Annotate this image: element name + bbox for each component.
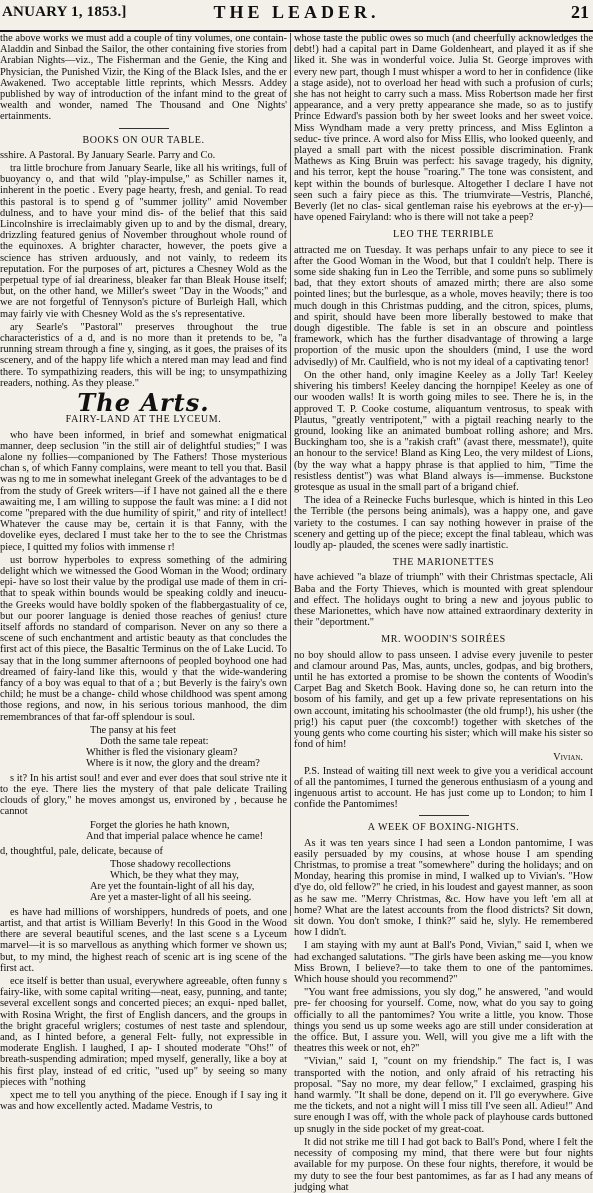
paragraph: "You want free admissions, you sly dog," he answered, "and would pre- fer choosing for yourself. Come, now, what do you say to going officially to all the pantomimes? You write a little, you know. Those things you send us up some weeks ago are still under consideration at the office. But, I assure you. Well, will you give me a lift with the theatres this week or not, eh?" <box>294 987 593 1055</box>
verse-line: The pansy at his feet <box>90 724 176 736</box>
verse-quote <box>0 820 287 842</box>
verse-quote <box>0 725 287 769</box>
verse-quote <box>0 859 287 903</box>
divider <box>119 128 169 129</box>
page-number: 21 <box>571 2 589 22</box>
paragraph: who have been informed, in brief and somewhat enigmatical manner, deep seclusion "in the still air of delightful studies;" I was alone ny follies—companioned by The Fathers! Those mysterious chan s, of which Fanny complains, were meant to tell you that. Basil was ng to me in somewhat inelegant Greek of the advantages to be d from the study of Greek writers—if I have not gained all the e there awaiting me, I am willing to suppose the fault was mine: a I did not come "prepared with the due humility of spirit," and rity of intellect! Whatever the cause may be, certain it is that Fanny, with the dovelike eyes, declared I must take her to the to see the Christmas piece, I quitted my folios with immense r! <box>0 429 287 553</box>
paragraph: d, thoughtful, pale, delicate, because of <box>0 845 164 857</box>
article-heading-leo: LEO THE TERRIBLE <box>393 229 494 241</box>
paragraph: attracted me on Tuesday. It was perhaps unfair to any piece to see it after the Good Woman in the Wood, but that I couldn't help. There is some side shaking fun in Leo the Terrible, and some puns so sublimely bad, that they extort shouts of amazed mirth; there are also some pointed lines; but the burlesque, as a whole, moves heavily; there is too much dough in this Christmas pudding, and the citron, spices, plums, and spirit, should have been more liberally bestowed to make that dough digestible. The fable is set in an obscure and pointless framework, which has the further disadvantage of throwing a large proportion of the music upon the shoulders (mind, I use the word advisedly) of Mr. Caulfield, who is not my ideal of a captivating tenor! <box>294 244 593 368</box>
verse-line: Whither is fled the visionary gleam? <box>86 746 238 758</box>
paragraph: es have had millions of worshippers, hundreds of poets, and one artist, and that artist is William Beverly! In this Good in the Wood there are several beautiful scenes, and the last scene s a Lyceum marvel—it is so marvellous as anything which former ve shown us; but, to my mind, the highest reach of scenic art is ing scene of the first act. <box>0 906 287 974</box>
verse-line: Which, be they what they may, <box>110 869 239 881</box>
paragraph: On the other hand, only imagine Keeley as a Jolly Tar! Keeley shivering his timbers! Keeley dancing the hornpipe! Keeley as one of our wooden walls! It is worth going miles to see. There he is, in the approved T. P. Cooke costume, aliquantum ventrosus, to speak with Plautus, "greatly ventripotent," with a pigtail reaching nearly to the ground, looking like an animated bumboat rolling ashore; and Mrs. Buckingham too, she is a "rakish craft" (avast there, messmate!), quite an honour to the service! Bland as King Leo, the very mildest of Lions, (by the way what a happy phrase is that applied to him, "Time the resistless dentist") was what Bland always is—immense. Buckstone grotesque as usual in the small part of a brigand chief. <box>294 369 593 493</box>
divider <box>419 815 469 816</box>
paragraph: I am staying with my aunt at Ball's Pond, Vivian," said I, when we had exchanged salutations. "The girls have been asking me—you know Miss Brown, I believe?—to take them to one of the pantomimes. Which house should you recommend?" <box>294 940 593 986</box>
masthead-title: THE LEADER. <box>213 2 380 22</box>
verse-line: Those shadowy recollections <box>110 858 231 870</box>
verse-line: Forget the glories he hath known, <box>90 819 230 831</box>
paragraph: no boy should allow to pass unseen. I advise every juvenile to pester and clamour around Pas, Mas, aunts, uncles, godpas, and big brothers, until he has extorted a promise to be shown the contents of Woodin's Carpet Bag and Sketch Book. Having done so, he can return into the bosom of his family, and get up a few private representations on his own account, imitating his schoolmaster (the old frump!), his usher (the prig!) his caput puer (the coxcomb!) together with sketches of the young gents who come courting his sister; which will make his sister so fond of him! <box>294 649 593 751</box>
paragraph: the above works we must add a couple of tiny volumes, one contain- Aladdin and Sinbad the Sailor, the other containing five stories from Arabian Nights—viz., The Fisherman and the Genie, the King and Physician, the Punished Vizir, the King of the Black Isles, and the er Awakened. Two acceptable little reprints, which Messrs. Addey published by way of introduction of the infant mind to the great of wealth and wonder, named The Thousand and One Nights' ertainments. <box>0 33 287 123</box>
verse-line: Doth the same tale repeat: <box>100 735 209 747</box>
verse-line: Are yet the fountain-light of all his day, <box>90 880 255 892</box>
author-signature: Vivian. <box>553 752 583 764</box>
right-column <box>294 33 593 1193</box>
issue-date: ANUARY 1, 1853.] <box>2 4 127 20</box>
verse-line: And that imperial palace whence he came! <box>86 830 264 842</box>
left-column <box>0 33 287 1113</box>
paragraph: As it was ten years since I had seen a London pantomime, I was easily persuaded by my cousins, at whose house I am spending Christmas, to promise a treat "somewhere" during the holidays; and on Monday, hearing this promise in mind, I walked up to Vivian's. "How d'ye do, old fellow?" he cried, in his loudest and gayest manner, as soon as he saw me. "Merry Christmas, &c. How have you left 'em all at home? What are the latest accounts from the flood districts? Sit down, sit down. You don't smoke, I think?" said he, slyly. He remembered how I didn't. <box>294 837 593 939</box>
paragraph: whose taste the public owes so much (and cheerfully acknowledges the debt!) had a capital part in Dame Goldenheart, and played it as if she liked it. She was in wonderful voice. Julia St. George improves with every new part, though I must whisper a word to her in confidence (like a stage aside), not to overload her head with such a profusion of curls; she has not height to carry such a mass. Miss Robertson made her first appearance, and a very pretty appearance she made, so as to justify Prince Edward's passion both by her sweet looks and her sweet voice. Miss Wyndham made a very pretty princess, and Miss Eglinton a seduc- tive prince. A word also for Miss Ellis, who looked queenly, and played a small part with the nicest possible discrimination. Frank Mathews as King Bruin was perfect: his savage tragedy, his dignity, and his terror, kept the house "roaring." The tone was consistent, and kept within the bounds of burlesque. Altogether I declare I have not seen such a fairy piece as this. The triumvirate—Vestris, Planché, Beverly (let no clas- sical gentleman raise his eyebrows at the er-y)—have opened Fairyland: who is there will not take a peep? <box>294 33 593 224</box>
columns <box>0 33 593 1193</box>
paragraph: have achieved "a blaze of triumph" with their Christmas spectacle, Ali Baba and the Forty Thieves, which is mounted with great splendour and effect. The holidays ought to bring a new and joyous public to these Marionettes, which have now attained extraordinary dexterity in their "deportment." <box>294 572 593 629</box>
page-header <box>0 0 593 32</box>
paragraph: s it? In his artist soul! and ever and ever does that soul strive nte it to the eye. There lies the mystery of that pale delicate Trailing clouds of glory," he moves amongst us, environed by , because he cannot <box>0 772 287 818</box>
paragraph: ust borrow hyperboles to express something of the admiring delight which we witnessed the Good Woman in the Wood; ordinary epi- have so lost their value by the prodigal use made of them in cri- that to speak within bounds would be speaking coldly and ineucu- the Greeks would have boldly spoken of the flabbergastuality of ce, but our poorer language is denied those reaches of genius! cture itself affords no standard of comparison. Never on any so there a scene of such enchantment and artistic beauty as that concludes the first act of this piece, the Basaltic Terminus on the of Lake Lucid. To say that in the long summer afternoons of peopled boyhood one had dreamed of fairy-land like this, would y that the wide-wandering fancy of a boy was equal to that of a ; but Beverly is the fairy's own child; he must be a change- child whose childhood was spent among those regions, and now, in his serious torious manhood, the dim remembrances of that far-off splendour is soul. <box>0 554 287 723</box>
section-title-arts: The Arts. <box>77 388 210 418</box>
article-heading-boxing-nights: A WEEK OF BOXING-NIGHTS. <box>367 822 520 834</box>
paragraph: tra little brochure from January Searle, like all his writings, full of buoyancy o, and that wild "play-impulse," as Schiller names it, inherent in the poetic . Every page hearty, fresh, and genial. To read this pastoral is to spend g of "summer jollity" amid November dulness, and to have your mind dis- of the belief that this said Lincolnshire is irreclaimably given up to and by the dismal, dreary, drizzling featured genius of November throughout whole round of the equinoxes. A brighter character, however, the poets give a science has striven arduously, and not vainly, to redeem its reputation. For the purposes of art, pictures a Chesney Wold as the perpetual type of ial dreariness, bleaker far than Bleak House itself; but, on the other hand, we Miller's sweet "Day in the Woods;" and we are not forgetful of Tennyson's picture of Burleigh Hall, which may fairly vie with Chesney Wold as the s's representative. <box>0 163 287 320</box>
article-heading-fairy-land: FAIRY-LAND AT THE LYCEUM. <box>65 414 222 426</box>
paragraph: "Vivian," said I, "count on my friendship." The fact is, I was transported with the notion, and only afraid of his retracting his proposal. "Say no more, my dear fellow," I exclaimed, grasping his hand warmly. "It shall be done, depend on it. I'll go everywhere. Give me the tickets, and not a night will I miss till I've seen all. Adieu!" And sure enough I was off, with the whole pack of playhouse cards buttoned up snugly in the side pocket of my great-coat. <box>294 1056 593 1135</box>
paragraph: It did not strike me till I had got back to Ball's Pond, where I felt the necessity of composing my mind, that there were but four nights available for my purpose. On these four nights, therefore, it would be my duty to see the four best pantomimes, as far as I had any means of judging what <box>294 1136 593 1193</box>
article-heading-woodin: MR. WOODIN'S SOIRÉES <box>381 634 506 646</box>
section-heading-books: BOOKS ON OUR TABLE. <box>82 134 205 146</box>
article-heading-marionettes: THE MARIONETTES <box>392 557 495 569</box>
paragraph: The idea of a Reinecke Fuchs burlesque, which is hinted in this Leo the Terrible (the persons being animals), was a happy one, and gave variety to the costumes. I can say nothing however in praise of the scenery and getting up of the piece; except the final tableau, which was loudly ap- plauded, the scenes were sadly inartistic. <box>294 495 593 551</box>
paragraph: xpect me to tell you anything of the piece. Enough if I say ing it was and how excellently acted. Madame Vestris, to <box>0 1090 287 1113</box>
verse-line: Are yet a master-light of all his seeing. <box>90 891 252 903</box>
paragraph: ary Searle's "Pastoral" preserves throughout the true characteristics of a d, and is no more than it pretends to be, "a running stream through a fine y, singing, as it goes, the praises of its scenery, and of the happy life which a ntered man may lead and find there. To sympathizing readers, this will be ing; to unsympathizing readers, nothing. As they please." <box>0 321 287 389</box>
verse-line: Where is it now, the glory and the dream? <box>86 757 260 769</box>
paragraph: P.S. Instead of waiting till next week to give you a veridical account of all the pantomimes, I turned the generous enthusiasm of a young and ingenuous artist to account. He has just come up to London; to him I confide the Pantomimes! <box>294 765 593 811</box>
paragraph: ece itself is better than usual, everywhere agreeable, often funny s fairy-like, with some capital writing—neat, easy, punning, and tante; several excellent songs and concerted pieces; an exqui- nped ballet, with Rosina Wright, the first of English dancers, and the groups in the bright graceful wriglers; costumes of nest taste and splendour, and, as I hinted before, a general Felt- fully, not expressible in moderate English. I laughed, I ap- I shouted moderate "Ohs!" of breath-suspending admiration; mped myself, generally, like a boy at his first play, instead of ed critic, "used up" by seeing so many pieces with "nothing <box>0 976 287 1088</box>
book-entry: sshire. A Pastoral. By January Searle. Parry and Co. <box>0 149 216 161</box>
